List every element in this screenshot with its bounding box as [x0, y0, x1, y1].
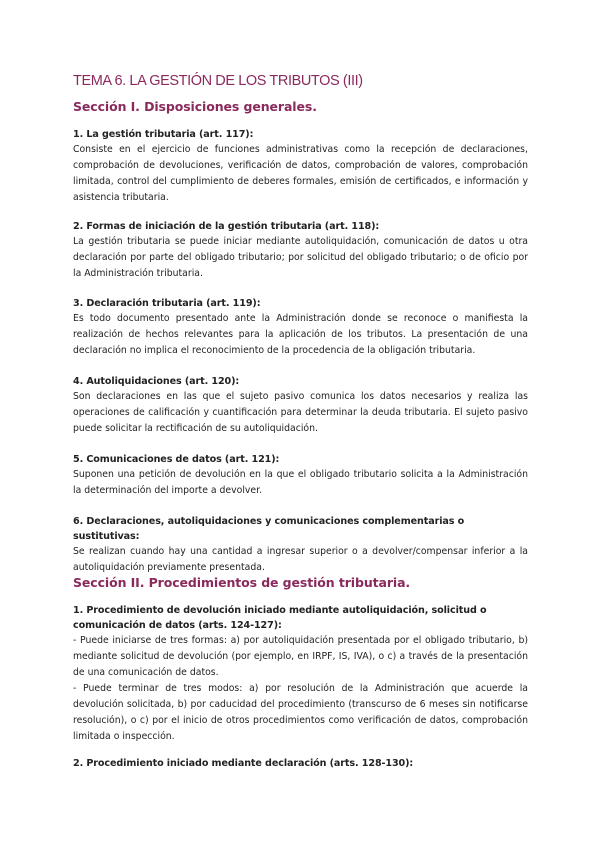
item-text: Consiste en el ejercicio de funciones administrativas como la recepción de declaraciones, comprobación de devoluciones, verificación de datos, comprobación de valores, comprobación limitada, control del cumplimiento de deberes formales, emisión de certificados, e información y asistencia tributaria.	[73, 144, 528, 203]
item-text: Se realizan cuando hay una cantidad a ingresar superior o a devolver/compensar inferior a la autoliquidación previamente presentada.	[73, 546, 528, 573]
item-heading: 1. La gestión tributaria (art. 117):	[73, 129, 254, 140]
item-heading: 5. Comunicaciones de datos (art. 121):	[73, 454, 280, 465]
section-1-item-4	[73, 374, 528, 437]
item-text: - Puede iniciarse de tres formas: a) por autoliquidación presentada por el obligado tributario, b) mediante solicitud de devolución (por ejemplo, en IRPF, IS, IVA), o c) a través de la presentación de una comunicación de datos.	[73, 635, 528, 678]
page-title: TEMA 6. LA GESTIÓN DE LOS TRIBUTOS (III)	[73, 73, 363, 89]
item-heading: 4. Autoliquidaciones (art. 120):	[73, 376, 240, 387]
item-text: La gestión tributaria se puede iniciar mediante autoliquidación, comunicación de datos u otra declaración por parte del obligado tributario; por solicitud del obligado tributario; o de oficio por la Administración tributaria.	[73, 236, 528, 279]
item-heading: 2. Formas de iniciación de la gestión tributaria (art. 118):	[73, 221, 380, 232]
section-2-title: Sección II. Procedimientos de gestión tributaria.	[73, 575, 411, 590]
section-1-item-1	[73, 127, 528, 206]
item-heading: 6. Declaraciones, autoliquidaciones y comunicaciones complementarias o sustitutivas:	[73, 516, 465, 542]
item-heading: 1. Procedimiento de devolución iniciado mediante autoliquidación, solicitud o comunicación de datos (arts. 124-127):	[73, 605, 487, 631]
section-1-item-3	[73, 296, 528, 359]
section-2-item-1	[73, 603, 528, 745]
section-1-item-2	[73, 219, 528, 282]
section-1-item-6	[73, 514, 528, 576]
section-1-item-5	[73, 452, 528, 499]
section-1-title: Sección I. Disposiciones generales.	[73, 99, 317, 114]
item-heading: 3. Declaración tributaria (art. 119):	[73, 298, 261, 309]
item-heading: 2. Procedimiento iniciado mediante declaración (arts. 128-130):	[73, 758, 414, 769]
item-text: Son declaraciones en las que el sujeto pasivo comunica los datos necesarios y realiza las operaciones de calificación y cuantificación para determinar la deuda tributaria. El sujeto pasivo puede solicitar la rectificación de su autoliquidación.	[73, 391, 528, 434]
section-2-item-2	[73, 756, 528, 771]
item-text: Es todo documento presentado ante la Administración donde se reconoce o manifiesta la realización de hechos relevantes para la aplicación de los tributos. La presentación de una declaración no implica el reconocimiento de la procedencia de la obligación tributaria.	[73, 313, 528, 356]
item-text: - Puede terminar de tres modos: a) por resolución de la Administración que acuerde la devolución solicitada, b) por caducidad del procedimiento (transcurso de 6 meses sin notificarse resolución), o c) por el inicio de otros procedimientos como verificación de datos, comprobación limitada o inspección.	[73, 683, 528, 742]
item-text: Suponen una petición de devolución en la que el obligado tributario solicita a la Administración la determinación del importe a devolver.	[73, 469, 528, 496]
